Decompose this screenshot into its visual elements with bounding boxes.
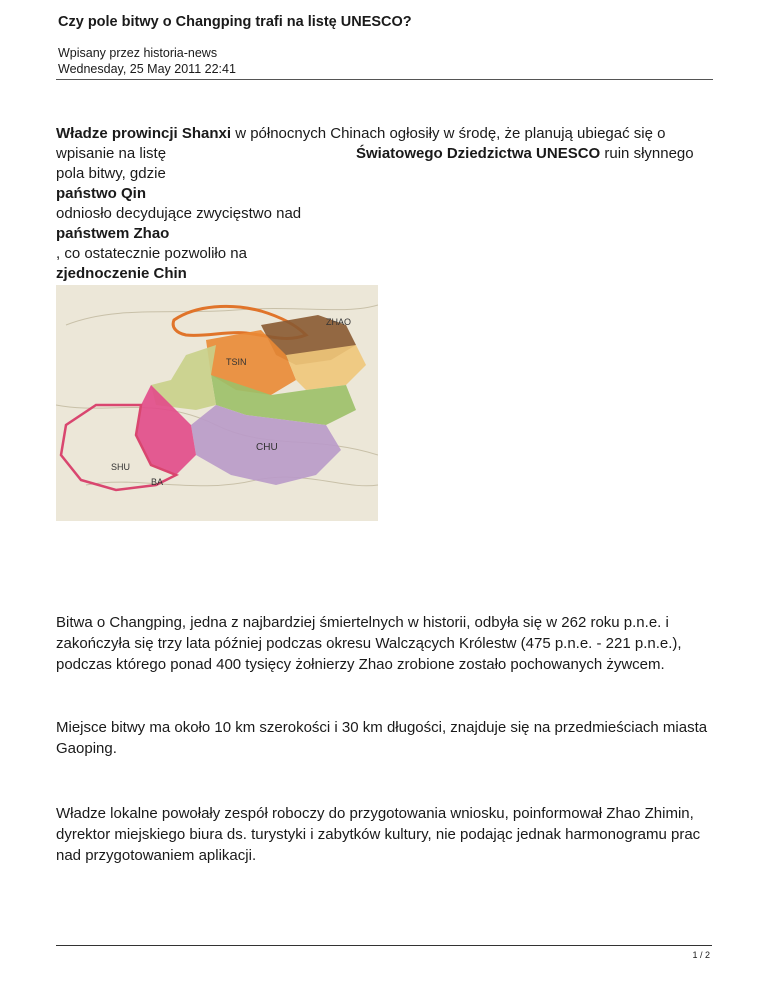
header-divider [56,79,713,80]
highlight-zhao: państwem Zhao [56,225,170,242]
highlight-qin: państwo Qin [56,185,146,202]
intro-text-5: odniosło decydujące zwycięstwo nad [56,205,302,222]
intro-line-2-right [356,144,694,164]
author-line: Wpisany przez historia-news [58,46,218,60]
map-label-ba: BA [151,477,164,487]
date-line: Wednesday, 25 May 2011 22:41 [58,62,236,76]
paragraph-authorities: Władze lokalne powołały zespół roboczy do przygotowania wniosku, poinformował Zhao Zhimin, dyrektor miejskiego biura ds. turystyki i zabytków kultury, nie podając jednak harmonogramu prac nad przygotowaniem aplikacji. [56,805,701,864]
intro-text-1: w północnych Chinach ogłosiły w środę, że planują ubiegać się o [231,125,666,142]
historical-map-image [56,285,378,521]
highlight-shanxi: Władze prowincji Shanxi [56,125,232,142]
map-label-zhao: ZHAO [326,317,352,327]
article-title: Czy pole bitwy o Changping trafi na listę UNESCO? [58,14,412,30]
page-number: 1 / 2 [692,950,710,960]
footer-divider [56,945,712,946]
article-intro [56,124,716,304]
highlight-unification: zjednoczenie Chin [56,265,187,282]
paragraph-battle: Bitwa o Changping, jedna z najbardziej śmiertelnych w historii, odbyła się w 262 roku p.n.e. i zakończyła się trzy lata później podczas okresu Walczących Królestw (475 p.n.e. - 221 p.n.e.), podczas którego ponad 400 tysięcy żołnierzy Zhao zrobione zostało pochowanych żywcem. [56,614,682,673]
intro-line-1 [56,124,716,144]
intro-text-6: , co ostatecznie pozwoliło na [56,245,247,262]
intro-text-2: wpisanie na listę [56,145,167,162]
paragraph-site: Miejsce bitwy ma około 10 km szerokości i 30 km długości, znajduje się na przedmieściach miasta Gaoping. [56,719,708,757]
intro-text-4: pola bitwy, gdzie [56,165,166,182]
intro-text-3: ruin słynnego [600,145,694,162]
map-label-tsin: TSIN [226,357,247,367]
map-label-chu: CHU [256,442,278,453]
map-label-shu: SHU [111,462,131,472]
article-meta [58,45,236,77]
intro-line-2 [56,144,716,164]
highlight-unesco: Światowego Dziedzictwa UNESCO [356,145,601,162]
